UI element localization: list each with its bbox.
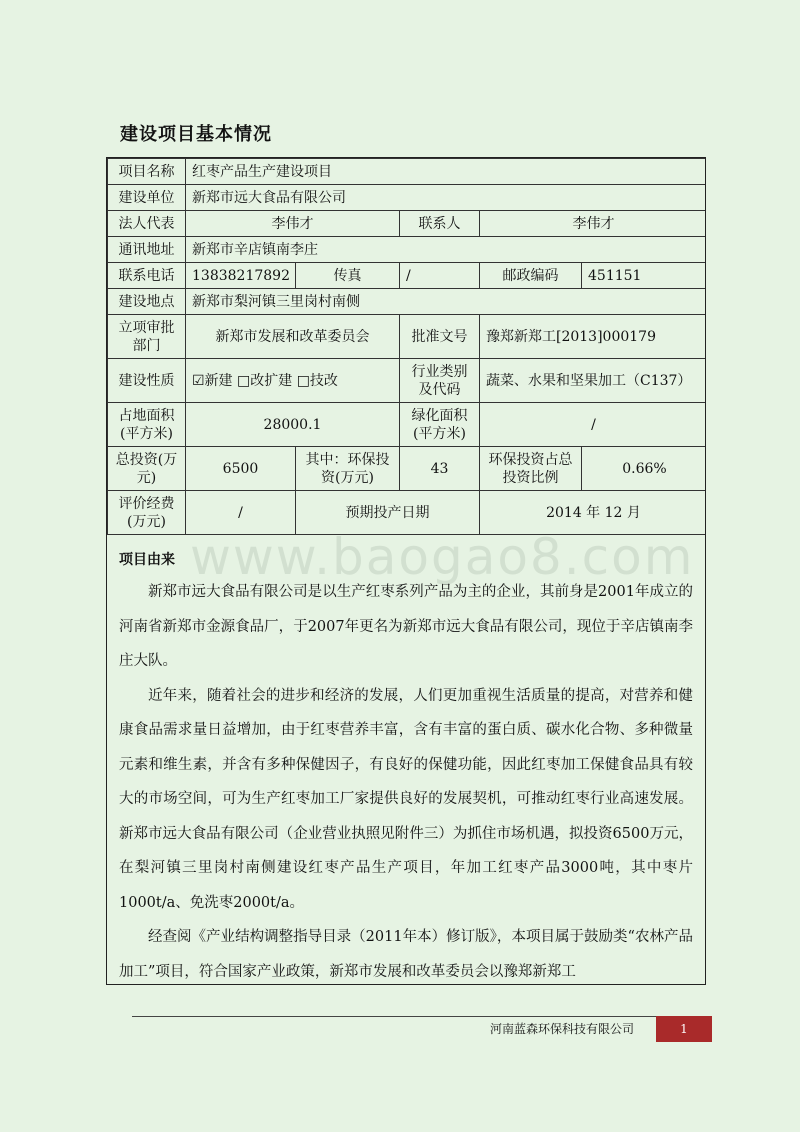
approval-no-value: 豫郑新郑工[2013]000179 xyxy=(480,315,707,359)
legal-rep-value: 李伟才 xyxy=(186,211,400,237)
table-row xyxy=(108,159,707,185)
env-invest-label: 其中：环保投资(万元) xyxy=(296,447,400,491)
project-info-table xyxy=(107,158,706,535)
page-title: 建设项目基本情况 xyxy=(120,124,272,145)
paragraph: 新郑市远大食品有限公司是以生产红枣系列产品为主的企业，其前身是2001年成立的河南省新郑市金源食品厂，于2007年更名为新郑市远大食品有限公司，现位于辛店镇南李庄大队。 xyxy=(119,584,693,669)
area-value: 28000.1 xyxy=(186,403,400,447)
approval-no-label: 批准文号 xyxy=(400,315,480,359)
nature-expand-checkbox[interactable]: □改扩建 xyxy=(237,372,293,389)
nature-new-checkbox[interactable]: ☑新建 xyxy=(192,372,233,389)
unit-value: 新郑市远大食品有限公司 xyxy=(186,185,707,211)
table-row xyxy=(108,211,707,237)
industry-label: 行业类别及代码 xyxy=(400,359,480,403)
project-name-label: 项目名称 xyxy=(108,159,186,185)
table-row xyxy=(108,185,707,211)
industry-value: 蔬菜、水果和坚果加工（C137） xyxy=(480,359,707,403)
table-row xyxy=(108,359,707,403)
project-name-value: 红枣产品生产建设项目 xyxy=(186,159,707,185)
env-ratio-value: 0.66% xyxy=(582,447,707,491)
table-row xyxy=(108,491,707,535)
address-label: 通讯地址 xyxy=(108,237,186,263)
site-label: 建设地点 xyxy=(108,289,186,315)
contact-value: 李伟才 xyxy=(480,211,707,237)
info-frame xyxy=(106,157,706,985)
nature-label: 建设性质 xyxy=(108,359,186,403)
watermark: www.baogao8.com xyxy=(190,528,695,586)
postcode-label: 邮政编码 xyxy=(480,263,582,289)
unit-label: 建设单位 xyxy=(108,185,186,211)
eval-fee-value: / xyxy=(186,491,296,535)
footer-divider xyxy=(132,1016,712,1017)
approval-dept-label: 立项审批部门 xyxy=(108,315,186,359)
nature-options xyxy=(186,359,400,403)
start-date-label: 预期投产日期 xyxy=(296,491,480,535)
fax-label: 传真 xyxy=(296,263,400,289)
green-value: / xyxy=(480,403,707,447)
section-heading: 项目由来 xyxy=(119,552,175,568)
table-row xyxy=(108,289,707,315)
nature-tech-checkbox[interactable]: □技改 xyxy=(296,372,338,389)
env-ratio-label: 环保投资占总投资比例 xyxy=(480,447,582,491)
invest-value: 6500 xyxy=(186,447,296,491)
project-origin-section xyxy=(107,535,705,985)
phone-value: 13838217892 xyxy=(186,263,296,289)
site-value: 新郑市梨河镇三里岗村南侧 xyxy=(186,289,707,315)
approval-dept-value: 新郑市发展和改革委员会 xyxy=(186,315,400,359)
page-number: 1 xyxy=(656,1016,712,1042)
postcode-value: 451151 xyxy=(582,263,707,289)
phone-label: 联系电话 xyxy=(108,263,186,289)
table-row xyxy=(108,315,707,359)
fax-value: / xyxy=(400,263,480,289)
table-row xyxy=(108,263,707,289)
legal-rep-label: 法人代表 xyxy=(108,211,186,237)
address-value: 新郑市辛店镇南李庄 xyxy=(186,237,707,263)
start-date-value: 2014 年 12 月 xyxy=(480,491,707,535)
table-row xyxy=(108,237,707,263)
paragraph: 近年来，随着社会的进步和经济的发展，人们更加重视生活质量的提高，对营养和健康食品需求量日益增加，由于红枣营养丰富，含有丰富的蛋白质、碳水化合物、多种微量元素和维生素，并含有多种保健因子，有良好的保健功能，因此红枣加工保健食品具有较大的市场空间，可为生产红枣加工厂家提供良好的发展契机，可推动红枣行业高速发展。新郑市远大食品有限公司（企业营业执照见附件三）为抓住市场机遇，拟投资6500万元，在梨河镇三里岗村南侧建设红枣产品生产项目，年加工红枣产品3000吨，其中枣片1000t/a、免洗枣2000t/a。 xyxy=(119,687,693,911)
invest-label: 总投资(万元) xyxy=(108,447,186,491)
table-row xyxy=(108,403,707,447)
table-row xyxy=(108,447,707,491)
eval-fee-label: 评价经费(万元) xyxy=(108,491,186,535)
footer-company: 河南蓝森环保科技有限公司 xyxy=(490,1022,635,1036)
green-label: 绿化面积(平方米) xyxy=(400,403,480,447)
paragraph: 经查阅《产业结构调整指导目录（2011年本）修订版》，本项目属于鼓励类“农林产品加工”项目，符合国家产业政策，新郑市发展和改革委员会以豫郑新郑工 xyxy=(119,929,693,980)
area-label: 占地面积(平方米) xyxy=(108,403,186,447)
contact-label: 联系人 xyxy=(400,211,480,237)
env-invest-value: 43 xyxy=(400,447,480,491)
